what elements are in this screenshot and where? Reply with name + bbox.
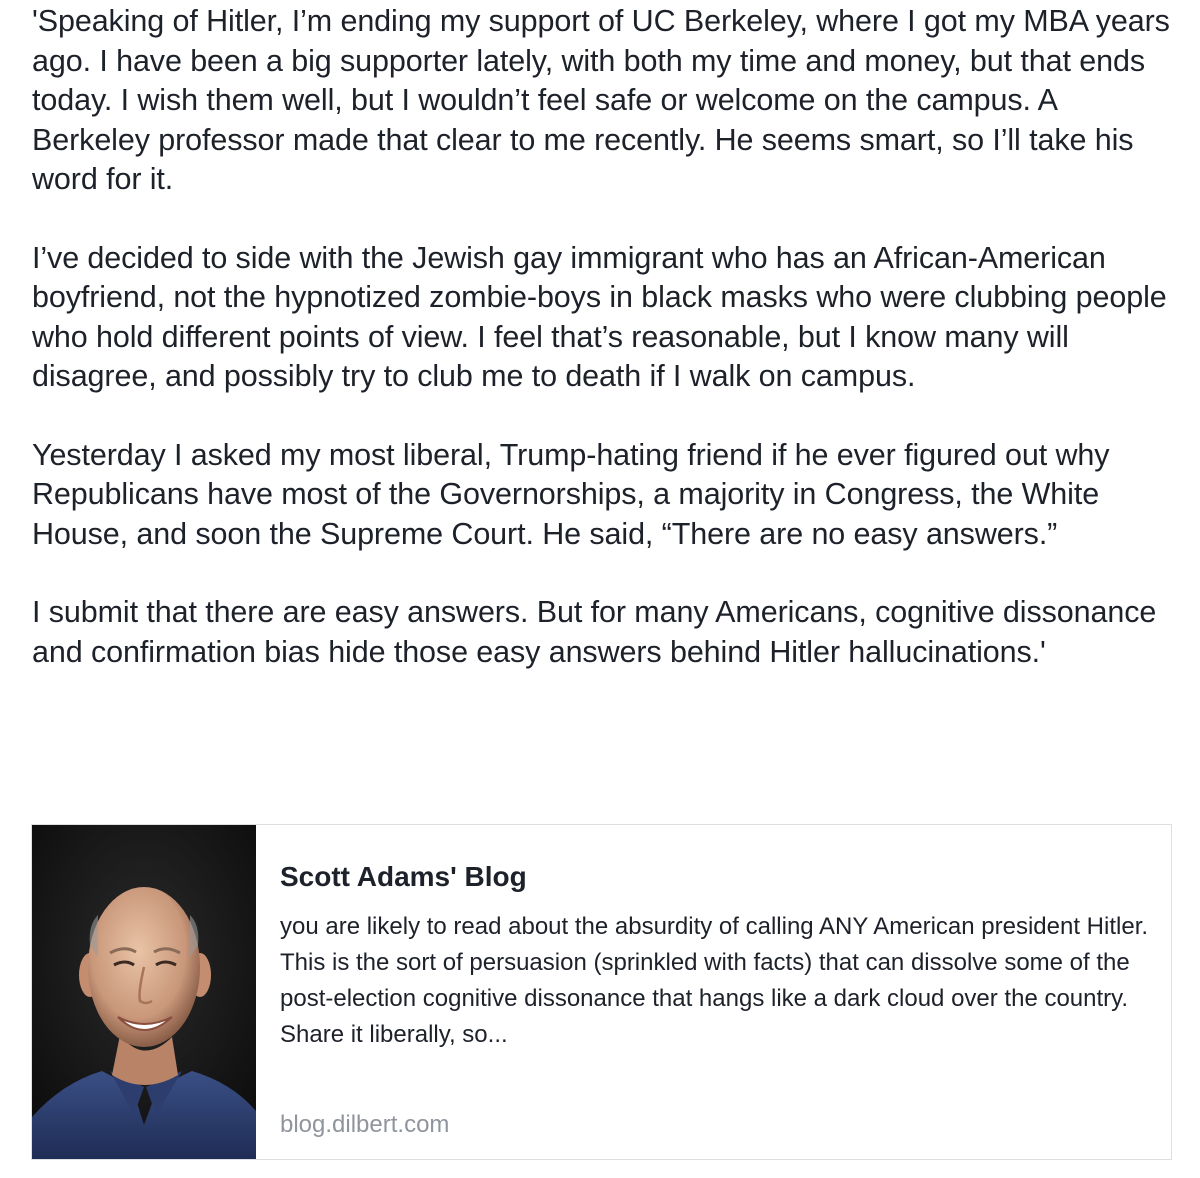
post-paragraph-3: Yesterday I asked my most liberal, Trump-hating friend if he ever figured out why Republicans have most of the Governorships, a majority in Congress, the White House, and soon the Supreme Court. He said, “There are no easy answers.” (32, 437, 1110, 551)
post-text (32, 2, 1182, 711)
link-preview-title[interactable]: Scott Adams' Blog (280, 861, 527, 892)
link-preview-body[interactable] (256, 825, 1184, 1159)
link-preview-description: you are likely to read about the absurdity of calling ANY American president Hitler. This is the sort of persuasion (sprinkled with facts) that can dissolve some of the post-election cognitive dissonance that hangs like a dark cloud over the country. Share it liberally, so... (280, 913, 1149, 1048)
link-preview-domain: blog.dilbert.com (280, 1111, 450, 1138)
post-paragraph-4: I submit that there are easy answers. But for many Americans, cognitive dissonance and confirmation bias hide those easy answers behind Hitler hallucinations.' (32, 595, 1157, 669)
post-paragraph-1: 'Speaking of Hitler, I’m ending my support of UC Berkeley, where I got my MBA years ago. I have been a big supporter lately, with both my time and money, but that ends today. I wish them well, but I wouldn’t feel safe or welcome on the campus. A Berkeley professor made that clear to me recently. He seems smart, so I’ll take his word for it. (32, 4, 1170, 196)
link-preview-card[interactable] (31, 824, 1172, 1160)
author-photo[interactable] (32, 825, 256, 1159)
post-paragraph-2: I’ve decided to side with the Jewish gay immigrant who has an African-American boyfriend, not the hypnotized zombie-boys in black masks who were clubbing people who hold different points of view. I feel that’s reasonable, but I know many will disagree, and possibly try to club me to death if I walk on campus. (32, 240, 1167, 393)
